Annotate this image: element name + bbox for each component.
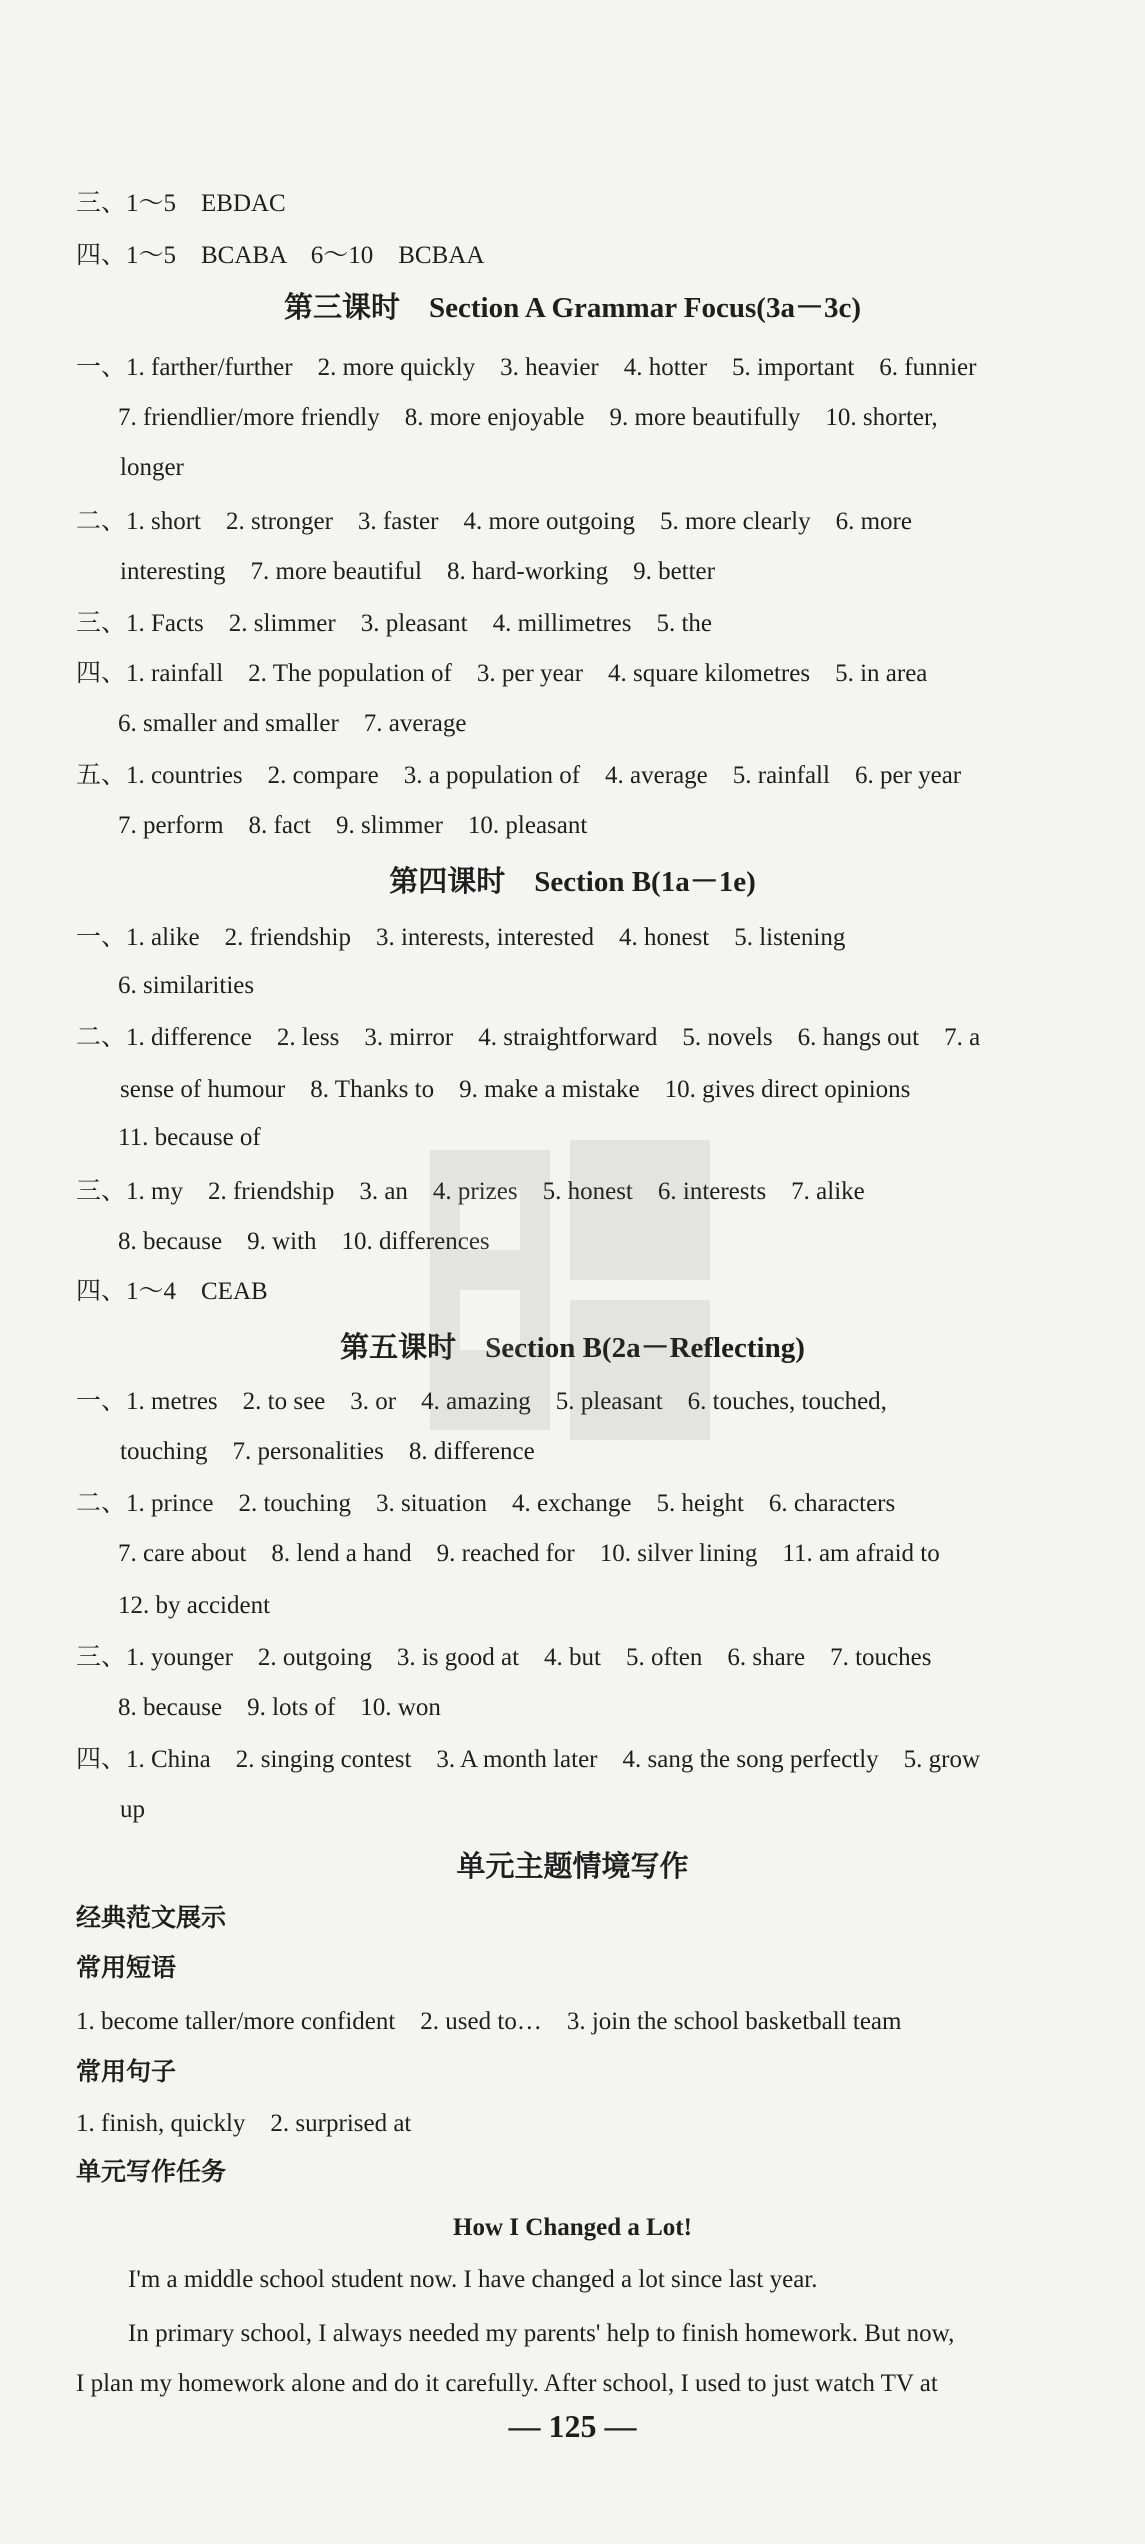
answer-line: 12. by accident — [118, 1592, 271, 1619]
answer-line: 三、1. Facts 2. slimmer 3. pleasant 4. millimetres 5. the — [76, 610, 713, 637]
answer-line: 五、1. countries 2. compare 3. a population of 4. average 5. rainfall 6. per year — [76, 762, 962, 789]
answer-line: 三、1. my 2. friendship 3. an 4. prizes 5. honest 6. interests 7. alike — [76, 1178, 865, 1205]
answer-line: up — [120, 1796, 145, 1823]
answer-line: 四、1. China 2. singing contest 3. A month later 4. sang the song perfectly 5. grow — [76, 1746, 981, 1773]
answer-line: 6. similarities — [118, 972, 255, 999]
answer-line: 8. because 9. lots of 10. won — [118, 1694, 441, 1721]
sentences-list: 1. finish, quickly 2. surprised at — [76, 2110, 412, 2137]
answer-line: 一、1. metres 2. to see 3. or 4. amazing 5. pleasant 6. touches, touched, — [76, 1388, 887, 1415]
answer-line: 7. perform 8. fact 9. slimmer 10. pleasant — [118, 812, 588, 839]
answer-line: longer — [120, 454, 184, 481]
answer-line: 7. friendlier/more friendly 8. more enjoyable 9. more beautifully 10. shorter, — [118, 404, 938, 431]
answer-line: 二、1. difference 2. less 3. mirror 4. straightforward 5. novels 6. hangs out 7. a — [76, 1024, 981, 1051]
essay-paragraph: I'm a middle school student now. I have changed a lot since last year. — [128, 2266, 818, 2293]
answer-line: 三、1～5 EBDAC — [76, 190, 286, 217]
answer-line: 四、1～4 CEAB — [76, 1278, 268, 1305]
answer-line: 二、1. prince 2. touching 3. situation 4. exchange 5. height 6. characters — [76, 1490, 896, 1517]
answer-line: touching 7. personalities 8. difference — [120, 1438, 535, 1465]
writing-heading — [0, 1846, 1145, 1887]
essay-paragraph: I plan my homework alone and do it carefully. After school, I used to just watch TV at — [76, 2370, 938, 2397]
writing-heading-text: 单元主题情境写作 — [456, 1849, 689, 1883]
phrases-list: 1. become taller/more confident 2. used to… 3. join the school basketball team — [76, 2008, 902, 2035]
answer-line: 11. because of — [118, 1124, 261, 1151]
answer-line: 三、1. younger 2. outgoing 3. is good at 4. but 5. often 6. share 7. touches — [76, 1644, 932, 1671]
section-heading: 第三课时 Section A Grammar Focus(3a－3c) — [284, 292, 861, 324]
answer-line: 一、1. farther/further 2. more quickly 3. heavier 4. hotter 5. important 6. funnier — [76, 354, 977, 381]
section-heading: 第五课时 Section B(2a－Reflecting) — [340, 1332, 805, 1364]
answer-line: 二、1. short 2. stronger 3. faster 4. more outgoing 5. more clearly 6. more — [76, 508, 912, 535]
page-number: — 125 — — [508, 2408, 637, 2444]
phrases-label: 常用短语 — [76, 1953, 177, 1982]
task-label: 单元写作任务 — [76, 2157, 227, 2186]
answer-line: 8. because 9. with 10. differences — [118, 1228, 490, 1255]
answer-line: 四、1. rainfall 2. The population of 3. per year 4. square kilometres 5. in area — [76, 660, 928, 687]
answer-line: 7. care about 8. lend a hand 9. reached for 10. silver lining 11. am afraid to — [118, 1540, 940, 1567]
answer-line: interesting 7. more beautiful 8. hard-working 9. better — [120, 558, 715, 585]
essay-paragraph: In primary school, I always needed my parents' help to finish homework. But now, — [128, 2320, 955, 2347]
answer-line: 四、1～5 BCABA 6～10 BCBAA — [76, 242, 485, 269]
model-label: 经典范文展示 — [76, 1903, 227, 1932]
essay-title: How I Changed a Lot! — [453, 2214, 692, 2241]
sentences-label: 常用句子 — [76, 2057, 177, 2086]
answer-line: 一、1. alike 2. friendship 3. interests, interested 4. honest 5. listening — [76, 924, 846, 951]
section-heading: 第四课时 Section B(1a－1e) — [389, 866, 756, 898]
answer-line: sense of humour 8. Thanks to 9. make a mistake 10. gives direct opinions — [120, 1076, 911, 1103]
answer-line: 6. smaller and smaller 7. average — [118, 710, 467, 737]
